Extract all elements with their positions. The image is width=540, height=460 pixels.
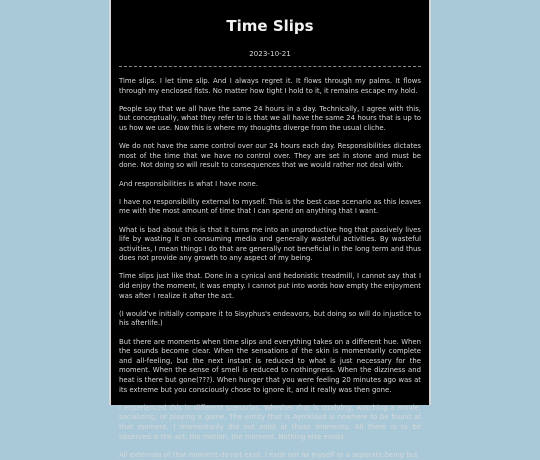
page-title: Time Slips <box>226 17 314 35</box>
paragraph: But there are moments when time slips and everything takes on a different hue. When the sounds become clear. When the sensations of the skin is momentarily complete and all-feeling, but the next instant is reduced to what is just necessary for the moment. When the sense of smell is reduced to nothingness. When the dizziness and heat is there but gone(???). When hunger that you were feeling 20 minutes ago was at its extreme but you consciously chose to ignore it, and it really was then gone. <box>119 337 421 394</box>
paragraph: All externals of that moment do not exist. I exist not as myself or a seperate being but <box>119 450 418 459</box>
article-content <box>111 16 429 460</box>
paragraph: We do not have the same control over our 24 hours each day. Responsibilities dictates most of the time that we have no control over. They are set in stone and must be done. Not doing so will result to consequences that we would rather not deal with. <box>119 142 421 170</box>
paragraph: Time slips just like that. Done in a cynical and hedonistic treadmill, I cannot say that I did enjoy the moment, it was empty. I cannot put into words how empty the enjoyment was after I realize it after the act. <box>119 272 421 300</box>
article-body <box>119 77 421 460</box>
paragraph: And responsibilities is what I have none. <box>119 179 258 188</box>
paragraph: I have no responsibility external to myself. This is the best case scenario as this leaves me with the most amount of time that I can spend on anything that I want. <box>119 197 421 216</box>
paragraph: Time slips. I let time slip. And I always regret it. It flows through my palms. It flows through my enclosed fists. No matter how tight I hold to it, it remains escape my hold. <box>119 77 421 95</box>
paragraph: People say that we all have the same 24 hours in a day. Technically, I agree with this, but conceptually, what they refer to is that we all have the same 24 hours that is up to us how we use. Now this is where my thoughts diverge from the usual cliche. <box>119 104 421 132</box>
article-page <box>109 0 431 459</box>
paragraph: I experienced this in different scenarios. Whether that is studying, watching a movie, socializing, or playing a game. The entity that is Aymklayd is nowhere to be found at that moment. I momentarily did not exist at those moments. All there is to be observed is the act, the motion, the moment. Nothing else exists. <box>119 403 421 441</box>
paragraph: What is bad about this is that it turns me into an unproductive hog that passively lives life by wasting it on consuming media and generally wasteful activities. By wasteful activities, I mean things I do that are generally not beneficial in the long term and thus does not provide any growth to any aspect of my being. <box>119 225 421 263</box>
title-divider <box>119 66 421 67</box>
post-date: 2023-10-21 <box>249 49 291 58</box>
paragraph: (I would've initially compare it to Sisyphus's endeavors, but doing so will do injustice to his afterlife.) <box>119 309 421 328</box>
